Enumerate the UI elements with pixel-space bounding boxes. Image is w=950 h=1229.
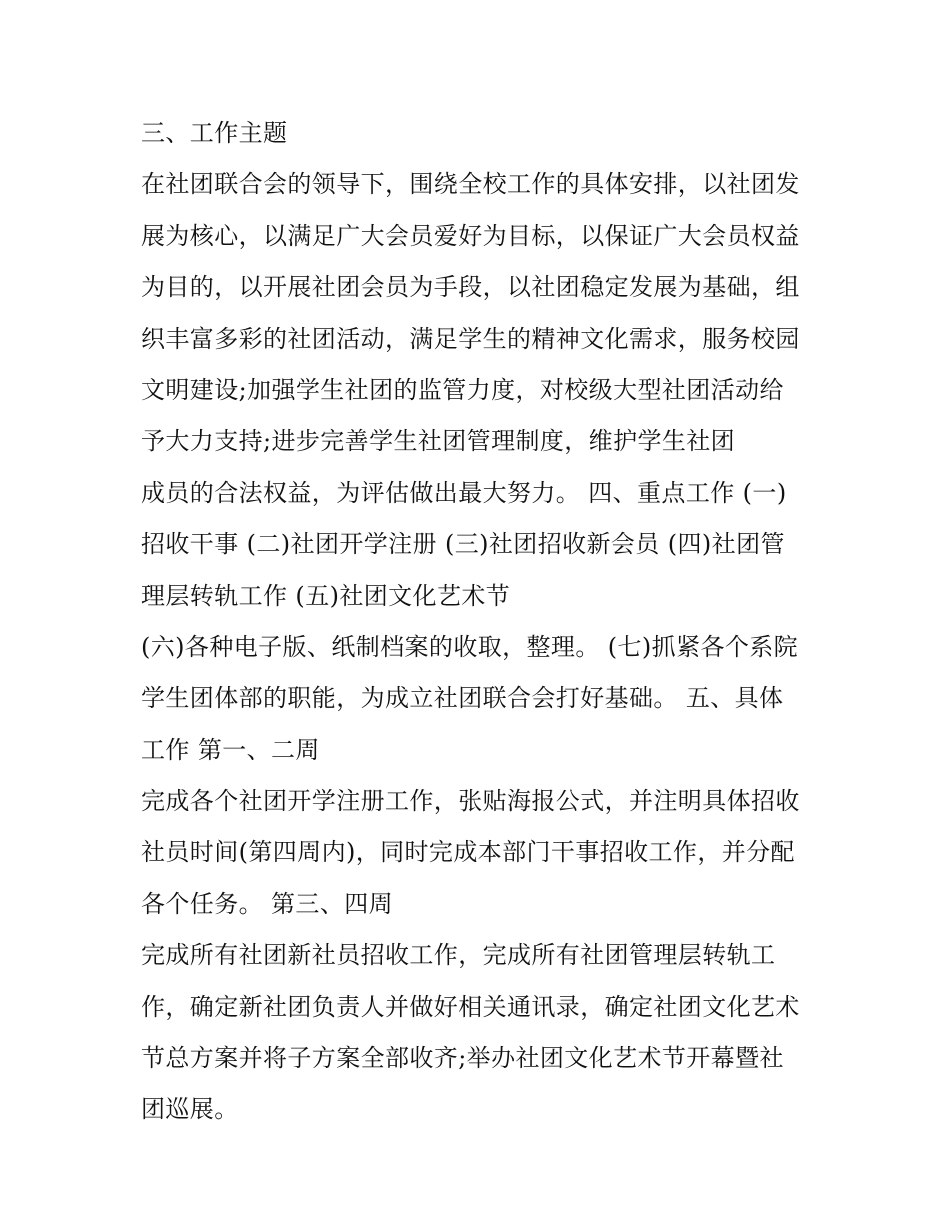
text-line: 成员的合法权益，为评估做出最大努力。 四、重点工作 (一) — [141, 478, 787, 507]
text-line: 学生团体部的职能，为成立社团联合会打好基础。 五、具体 — [141, 684, 784, 713]
text-line: 各个任务。 第三、四周 — [141, 889, 394, 918]
text-line: 作，确定新社团负责人并做好相关通讯录，确定社团文化艺术 — [141, 992, 800, 1021]
text-line: (六)各种电子版、纸制档案的收取，整理。 (七)抓紧各个系院 — [141, 632, 799, 661]
text-line: 织丰富多彩的社团活动，满足学生的精神文化需求，服务校园 — [141, 324, 800, 353]
text-line: 文明建设;加强学生社团的监管力度，对校级大型社团活动给 — [141, 375, 784, 404]
text-line: 社员时间(第四周内)，同时完成本部门干事招收工作，并分配 — [141, 838, 795, 867]
text-line: 完成所有社团新社员招收工作，完成所有社团管理层转轨工 — [141, 941, 776, 970]
text-line: 予大力支持;进步完善学生社团管理制度，维护学生社团 — [141, 427, 736, 456]
text-line: 工作 第一、二周 — [141, 735, 320, 764]
section-heading-work-theme: 三、工作主题 — [141, 119, 288, 147]
text-line: 展为核心，以满足广大会员爱好为目标，以保证广大会员权益 — [141, 221, 800, 250]
text-line: 在社团联合会的领导下，围绕全校工作的具体安排，以社团发 — [141, 170, 800, 199]
text-line: 完成各个社团开学注册工作，张贴海报公式，并注明具体招收 — [141, 787, 800, 816]
document-body — [141, 108, 821, 1136]
text-line: 为目的，以开展社团会员为手段，以社团稳定发展为基础，组 — [141, 273, 800, 302]
text-line: 团巡展。 — [141, 1095, 239, 1124]
text-line: 招收干事 (二)社团开学注册 (三)社团招收新会员 (四)社团管 — [141, 530, 785, 559]
text-line: 节总方案并将子方案全部收齐;举办社团文化艺术节开幕暨社 — [141, 1044, 784, 1073]
text-line: 理层转轨工作 (五)社团文化艺术节 — [141, 581, 511, 610]
